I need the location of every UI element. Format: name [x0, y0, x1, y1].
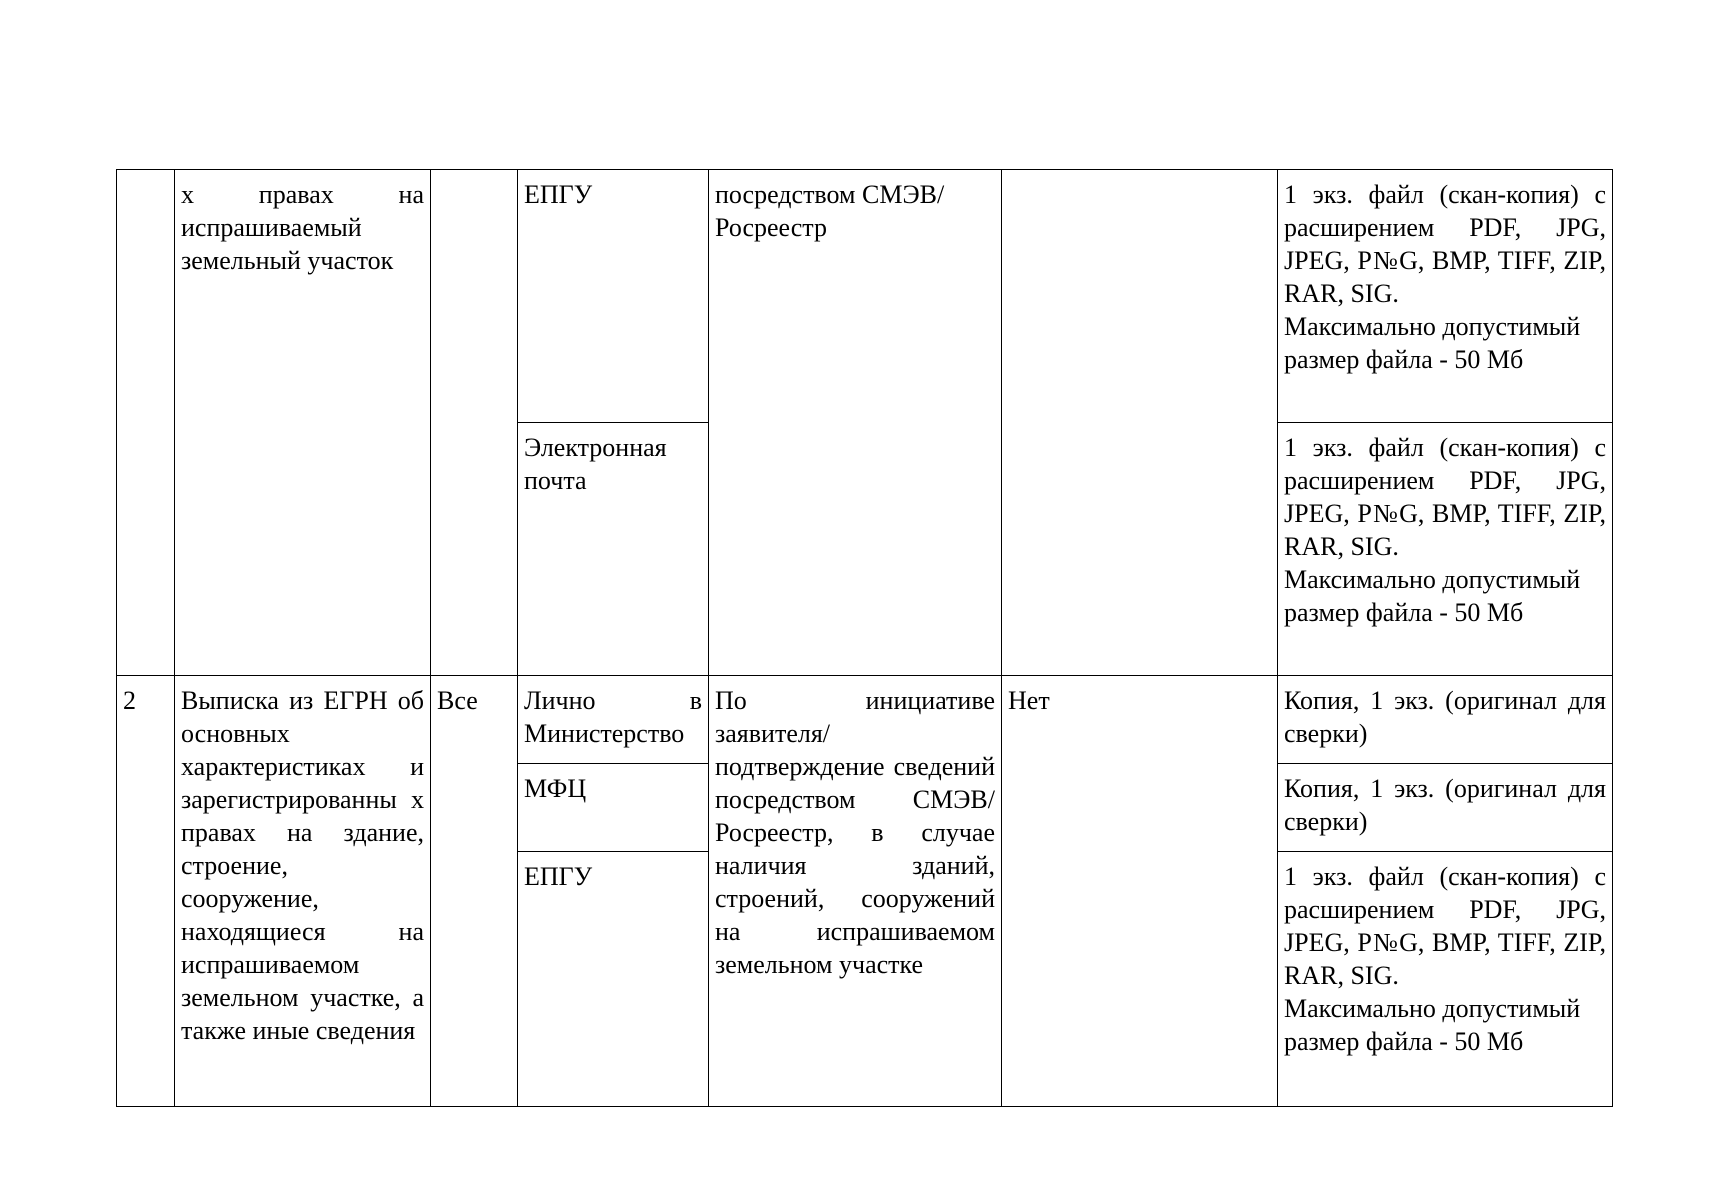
format-size-text: Максимально допустимый размер файла - 50 Мб: [1284, 565, 1581, 627]
format-main-text: 1 экз. файл (скан-копия) с расширением PDF, JPG, JPEG, P№G, BMP, TIFF, ZIP, RAR, SIG.: [1284, 862, 1606, 990]
format-size-text: Максимально допустимый размер файла - 50 Мб: [1284, 312, 1581, 374]
table-row: [117, 676, 1613, 764]
document-format-cell: [1278, 423, 1613, 676]
row-number-cell: [117, 170, 175, 676]
required-cell: Нет: [1002, 676, 1278, 1107]
channel-epgu-cell: ЕПГУ: [518, 852, 709, 1107]
document-name-cell: Выписка из ЕГРН об основных характеристиках и зарегистрированны х правах на здание, строение, сооружение, находящиеся на испрашиваемом земельном участке, а также иные сведения: [175, 676, 431, 1107]
channel-mfc-cell: МФЦ: [518, 764, 709, 852]
channel-email-cell: Электронная почта: [518, 423, 709, 676]
procedure-cell: По инициативе заявителя/подтверждение сведений посредством СМЭВ/Росреестр, в случае наличия зданий, строений, сооружений на испрашиваемом земельном участке: [709, 676, 1002, 1107]
document-format-cell: Копия, 1 экз. (оригинал для сверки): [1278, 676, 1613, 764]
channel-personal-cell: Лично в Министерство: [518, 676, 709, 764]
table-row: [117, 170, 1613, 423]
row-number-cell: 2: [117, 676, 175, 1107]
document-name-cell: х правах на испрашиваемый земельный участок: [175, 170, 431, 676]
format-main-text: 1 экз. файл (скан-копия) с расширением PDF, JPG, JPEG, P№G, BMP, TIFF, ZIP, RAR, SIG.: [1284, 180, 1606, 308]
document-table: [116, 169, 1613, 1107]
applicant-category-cell: [431, 170, 518, 676]
format-main-text: 1 экз. файл (скан-копия) с расширением PDF, JPG, JPEG, P№G, BMP, TIFF, ZIP, RAR, SIG.: [1284, 433, 1606, 561]
applicant-category-cell: Все: [431, 676, 518, 1107]
required-cell: [1002, 170, 1278, 676]
format-size-text: Максимально допустимый размер файла - 50 Мб: [1284, 994, 1581, 1056]
document-format-cell: [1278, 170, 1613, 423]
document-format-cell: [1278, 852, 1613, 1107]
channel-epgu-cell: ЕПГУ: [518, 170, 709, 423]
procedure-cell: посредством СМЭВ/Росреестр: [709, 170, 1002, 676]
document-format-cell: Копия, 1 экз. (оригинал для сверки): [1278, 764, 1613, 852]
